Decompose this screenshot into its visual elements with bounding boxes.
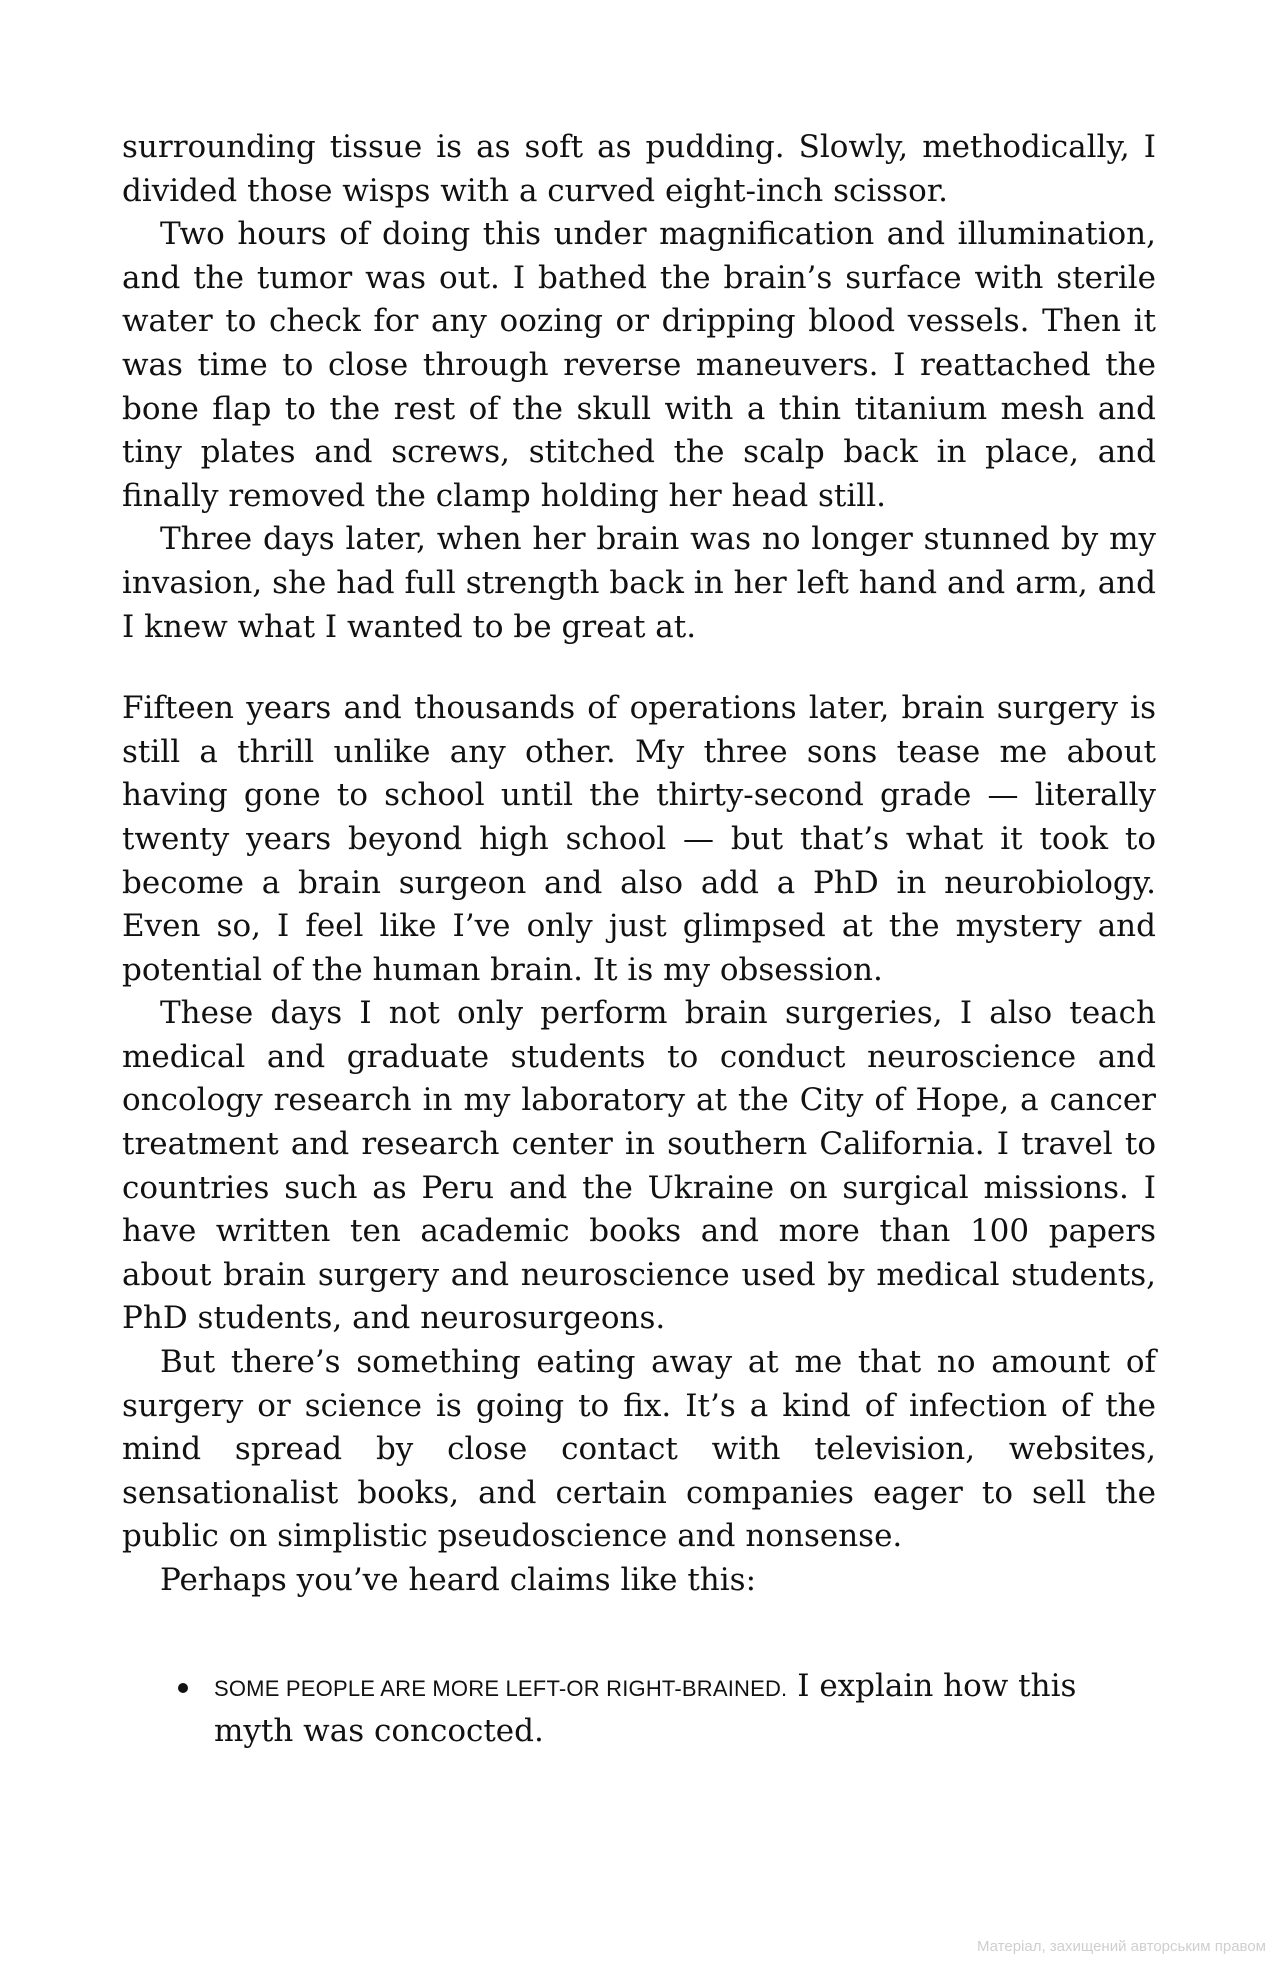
claims-list [122, 1665, 1156, 1754]
bullet-icon [178, 1683, 188, 1693]
claim-lead: SOME PEOPLE ARE MORE LEFT-OR RIGHT-BRAINED. [214, 1675, 788, 1701]
claim-text: I explain how this myth was concocted. [214, 1667, 1077, 1750]
book-page [122, 126, 1156, 1754]
paragraph-infection-of-mind: But there’s something eating away at me that no amount of surgery or science is going to fix. It’s a kind of infection of the mind spread by close contact with television, websites, sensationalist books, and certain companies eager to sell the public on simplistic pseudoscience and nonsense. [122, 1344, 1156, 1555]
paragraph-fifteen-years: Fifteen years and thousands of operations later, brain surgery is still a thrill unlike any other. My three sons tease me about having gone to school until the thirty-second grade — literally twenty years beyond high school — but that’s what it took to become a brain surgeon and also add a PhD in neurobiology. Even so, I feel like I’ve only just glimpsed at the mystery and potential of the human brain. It is my obsession. [122, 690, 1156, 988]
section-break [122, 649, 1156, 687]
paragraph-claims-intro: Perhaps you’ve heard claims like this: [160, 1562, 757, 1598]
paragraph-these-days: These days I not only perform brain surgeries, I also teach medical and graduate students to conduct neuroscience and oncology research in my laboratory at the City of Hope, a cancer treatment and research center in southern California. I travel to countries such as Peru and the Ukraine on surgical missions. I have written ten academic books and more than 100 papers about brain surgery and neuroscience used by medical students, PhD students, and neurosurgeons. [122, 995, 1156, 1337]
paragraph-continued: surrounding tissue is as soft as pudding. Slowly, methodically, I divided those wisps with a curved eight-inch scissor. [122, 129, 1156, 209]
list-item [122, 1665, 1156, 1754]
paragraph-recovery: Three days later, when her brain was no longer stunned by my invasion, she had full strength back in her left hand and arm, and I knew what I wanted to be great at. [122, 521, 1156, 645]
copyright-watermark: Матеріал, захищений авторським правом [976, 1938, 1266, 1955]
list-spacer [122, 1603, 1156, 1665]
paragraph-tumor-removal: Two hours of doing this under magnification and illumination, and the tumor was out. I bathed the brain’s surface with sterile water to check for any oozing or dripping blood vessels. Then it was time to close through reverse maneuvers. I reattached the bone flap to the rest of the skull with a thin titanium mesh and tiny plates and screws, stitched the scalp back in place, and finally removed the clamp holding her head still. [122, 216, 1156, 514]
